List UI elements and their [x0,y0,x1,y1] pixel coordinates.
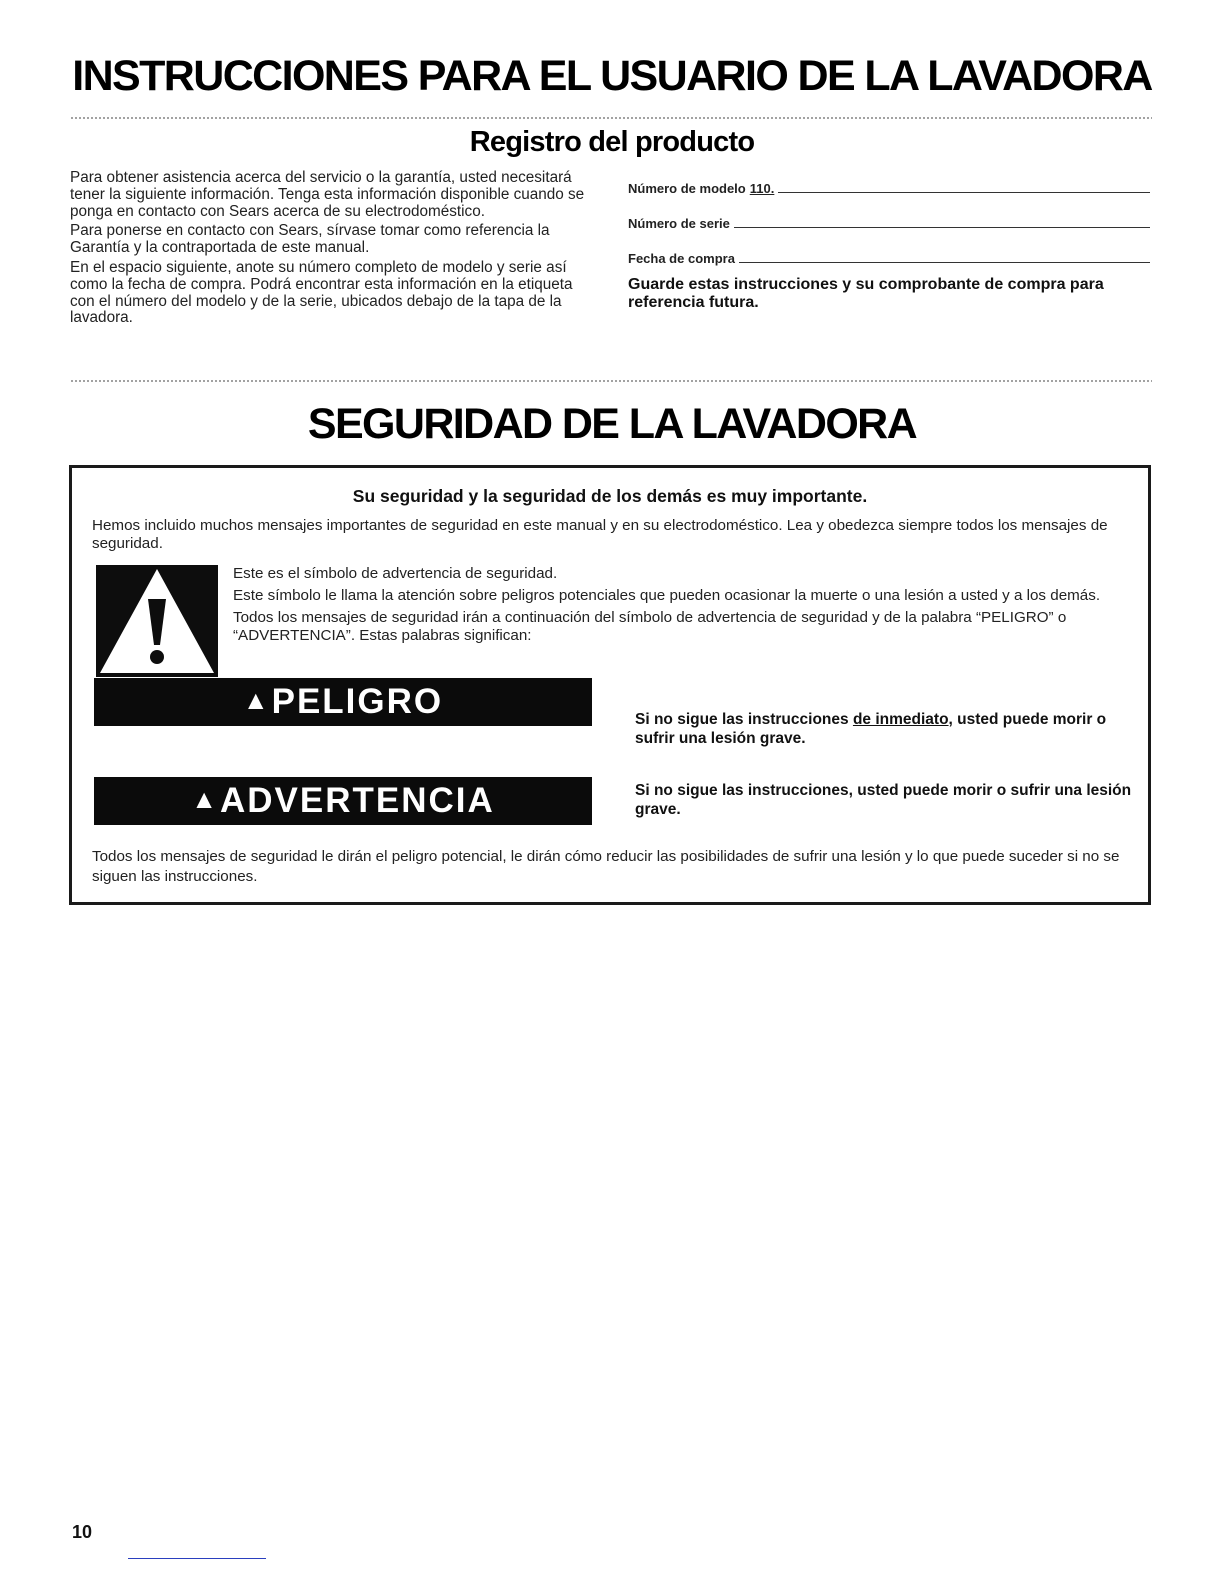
safety-title: SEGURIDAD DE LA LAVADORA [307,400,917,448]
safety-symbol-explanation [233,565,1123,649]
symbol-text: Este símbolo le llama la atención sobre peligros potenciales que pueden ocasionar la muerte o una lesión a usted y a los demás. [233,587,1101,604]
registration-title: Registro del producto [469,126,755,158]
symbol-text: Este es el símbolo de advertencia de seguridad. [233,565,558,582]
purchase-date-field[interactable] [628,242,1150,266]
peligro-banner [94,678,592,726]
model-number-prefix: 110. [749,181,775,196]
model-number-field[interactable] [628,172,1150,196]
warning-triangle-icon: ▲ [191,784,219,814]
dotted-divider-top [70,116,1152,120]
safety-outro: Todos los mensajes de seguridad le dirán el peligro potencial, le dirán cómo reducir las posibilidades de sufrir una lesión y lo que puede suceder si no se siguen las instrucciones. [92,848,1120,885]
warning-triangle-icon: ▲ [242,685,271,715]
safety-heading: Su seguridad y la seguridad de los demás es muy importante. [352,486,868,506]
dotted-divider-bottom [70,379,1152,383]
warning-triangle-icon [96,565,218,677]
peligro-label: PELIGRO [271,682,444,721]
advertencia-label: ADVERTENCIA [219,781,495,820]
advertencia-description: Si no sigue las instrucciones, usted puede morir o sufrir una lesión grave. [635,782,1132,818]
peligro-description [635,710,1135,748]
peligro-desc-text: Si no sigue las instrucciones [635,711,853,728]
peligro-desc-underline: de inmediato [852,711,949,728]
registration-paragraph: Para ponerse en contacto con Sears, sírvase tomar como referencia la Garantía y la contraportada de este manual. [70,222,550,257]
serial-number-field[interactable] [628,207,1150,231]
symbol-text: Todos los mensajes de seguridad irán a continuación del símbolo de advertencia de seguridad y de la palabra “PELIGRO” o “ADVERTENCIA”. Estas palabras significan: [233,609,1067,644]
safety-box [69,465,1151,905]
model-number-line[interactable] [778,192,1150,193]
serial-number-label: Número de serie [628,216,730,231]
footer-rule [128,1558,266,1559]
registration-paragraph: En el espacio siguiente, anote su número completo de modelo y serie así como la fecha de compra. Podrá encontrar esta información en la etiqueta con el número del modelo y de la serie, ubicados debajo de la tapa de la lavadora. [70,258,573,327]
registration-intro [70,170,600,330]
peligro-desc-text-end: , usted puede morir o sufrir una lesión grave. [635,711,1107,747]
serial-number-line[interactable] [734,227,1150,228]
safety-intro: Hemos incluido muchos mensajes importantes de seguridad en este manual y en su electrodoméstico. Lea y obedezca siempre todos los mensajes de seguridad. [92,517,1108,552]
purchase-date-label: Fecha de compra [628,251,735,266]
registration-paragraph: Para obtener asistencia acerca del servicio o la garantía, usted necesitará tener la siguiente información. Tenga esta información disponible cuando se ponga en contacto con Sears acerca de su electrodoméstico. [70,169,585,220]
page-number: 10 [72,1522,93,1542]
purchase-date-line[interactable] [739,262,1150,263]
save-instructions-note: Guarde estas instrucciones y su comprobante de compra para referencia futura. [628,276,1104,311]
model-number-label: Número de modelo [628,181,746,196]
page-title: INSTRUCCIONES PARA EL USUARIO DE LA LAVADORA [72,52,1152,100]
advertencia-banner [94,777,592,825]
registration-fields [628,172,1150,277]
